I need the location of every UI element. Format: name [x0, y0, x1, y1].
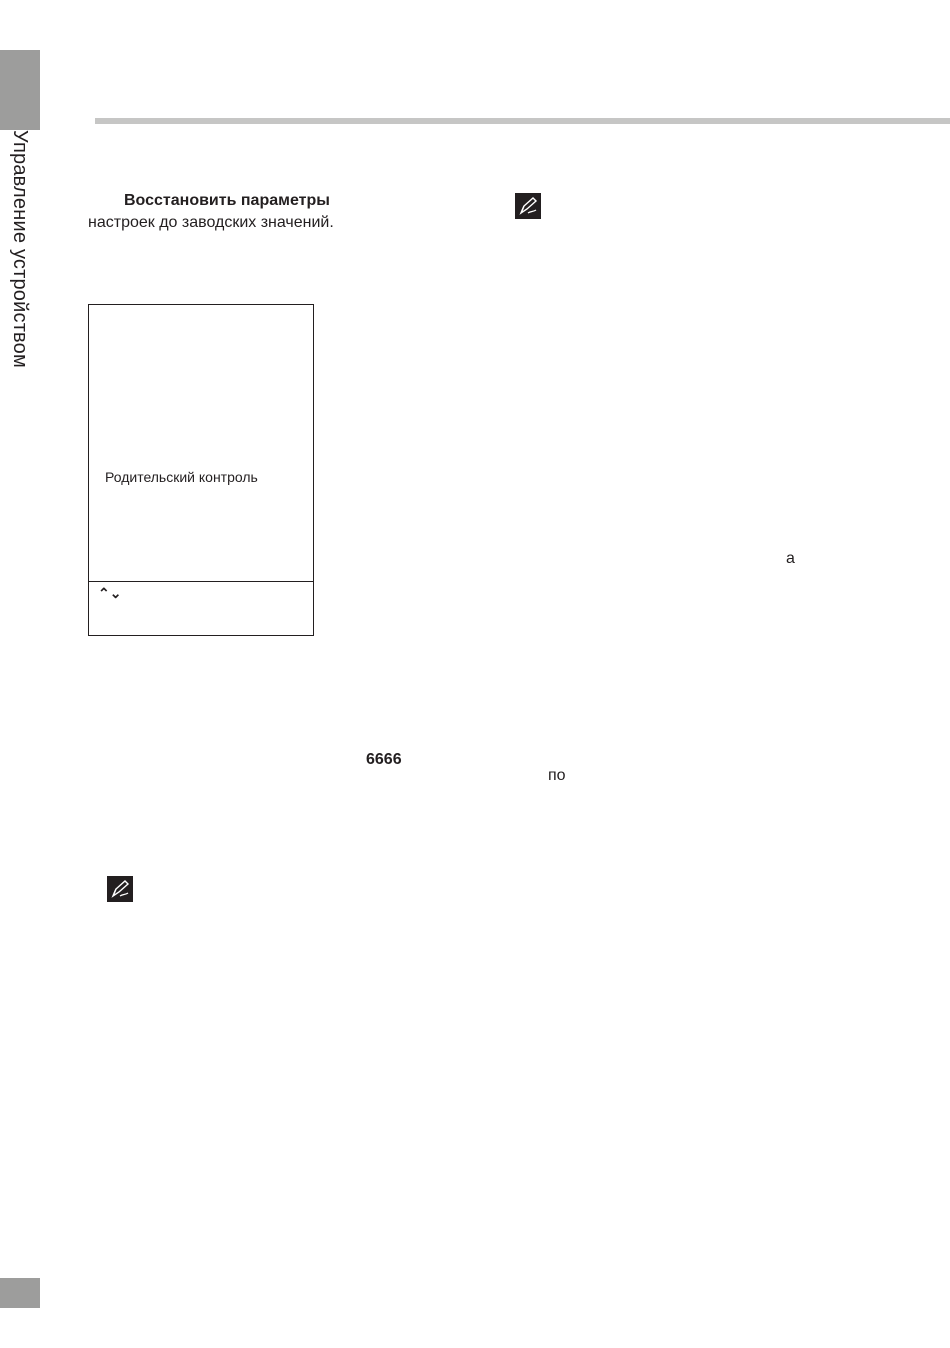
setting-description: настроек до заводских значений. — [88, 214, 334, 231]
password-code: 6666 — [366, 751, 402, 768]
side-tab-marker — [0, 50, 40, 130]
up-down-arrows-icon: ⌃⌄ — [98, 585, 122, 601]
setting-heading: Восстановить параметры — [124, 192, 330, 209]
text-fragment: по — [548, 767, 566, 784]
menu-footer — [89, 581, 313, 636]
text-fragment: а — [786, 550, 795, 567]
section-title: Управление устройством — [9, 130, 31, 368]
header-rule — [95, 118, 950, 124]
note-pencil-icon — [515, 193, 541, 219]
note-pencil-icon — [107, 876, 133, 902]
menu-item-parental-control[interactable]: Родительский контроль — [105, 469, 258, 485]
page-number-box — [0, 1278, 40, 1308]
menu-screen — [88, 304, 314, 636]
